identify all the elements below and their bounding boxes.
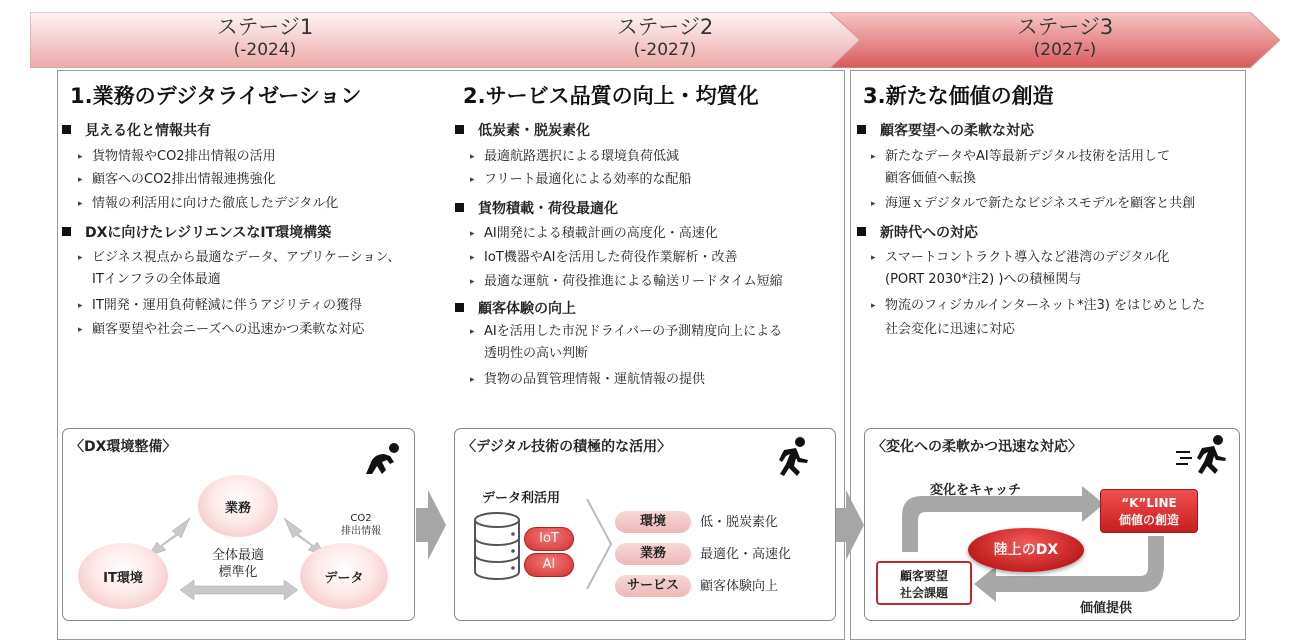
col1-section-1-title: 見える化と情報共有	[62, 120, 211, 140]
desc-service: 顧客体験向上	[700, 579, 779, 594]
col2-bullet: ▸ AIを活用した市況ドライバーの予測精度向上による	[470, 324, 783, 339]
col1-bullet: ▸ ビジネス視点から最適なデータ、アプリケーション、	[78, 250, 401, 265]
stage-1-label: ステージ1	[216, 15, 314, 39]
col2-bullet-cont: 透明性の高い判断	[484, 346, 589, 361]
desc-environment: 低・脱炭素化	[700, 515, 779, 530]
arrow-business-it	[148, 518, 190, 556]
col2-bullet: ▸ 最適航路選択による環境負荷低減	[470, 149, 680, 164]
col1-bullet: ▸ 顧客要望や社会ニーズへの迅速かつ柔軟な対応	[78, 322, 365, 337]
node-it-environment: IT環境	[78, 543, 168, 609]
dx-environment-title: 〈DX環境整備〉	[70, 439, 177, 455]
col2-bullet: ▸ IoT機器やAIを活用した荷役作業解析・改善	[470, 250, 738, 265]
col1-bullet: ▸ 情報の利活用に向けた徹底したデジタル化	[78, 196, 339, 211]
tech-iot-pill: IoT	[524, 527, 574, 551]
col1-section-2-title: DXに向けたレジリエンスなIT環境構築	[62, 222, 331, 242]
col3-bullet: ▸ 新たなデータやAI等最新デジタル技術を活用して	[871, 149, 1170, 164]
stage-3-label: ステージ3	[1016, 15, 1114, 39]
col2-bullet: ▸ 最適な運航・荷役推進による輸送リードタイム短縮	[470, 274, 783, 289]
col2-bullet: ▸ フリート最適化による効率的な配船	[470, 172, 692, 187]
node-data: データ	[300, 543, 388, 609]
stage-3-title	[965, 15, 1165, 61]
provide-label: 価値提供	[1080, 601, 1133, 616]
flow-arrow-1	[416, 490, 446, 560]
col1-bullet: ▸ 顧客へのCO2排出情報連携強化	[78, 172, 276, 187]
tag-environment: 環境	[615, 511, 691, 533]
col3-section-2-title: 新時代への対応	[857, 222, 978, 242]
col3-bullet: ▸ 海運ｘデジタルで新たなビジネスモデルを顧客と共創	[871, 196, 1196, 211]
col2-section-3-title: 顧客体験の向上	[455, 298, 576, 318]
flow-arrow-2	[836, 490, 864, 560]
col3-bullet-cont: (PORT 2030*注2) )への積極関与	[885, 272, 1082, 287]
col2-section-2-title: 貨物積載・荷役最適化	[455, 198, 618, 218]
stage-1-period: (-2024)	[233, 40, 297, 60]
col2-section-1-title: 低炭素・脱炭素化	[455, 120, 590, 140]
col3-bullet-cont: 社会変化に迅速に対応	[885, 322, 1016, 337]
node-business: 業務	[198, 475, 278, 537]
land-dx-core: 陸上のDX	[968, 528, 1084, 572]
desc-business: 最適化・高速化	[700, 547, 792, 562]
col2-heading: 2.サービス品質の向上・均質化	[463, 84, 759, 108]
tag-business: 業務	[615, 543, 691, 565]
catch-label: 変化をキャッチ	[930, 483, 1022, 498]
digital-tech-title: 〈デジタル技術の積極的な活用〉	[462, 439, 672, 455]
stage-3-period: (2027-)	[1033, 40, 1097, 60]
col3-bullet: ▸ 物流のフィジカルインターネット*注3) をはじめとした	[871, 298, 1206, 313]
col1-bullet-cont: ITインフラの全体最適	[92, 272, 221, 287]
col2-bullet: ▸ 貨物の品質管理情報・運航情報の提供	[470, 372, 706, 387]
col1-bullet: ▸ IT開発・運用負荷軽減に伴うアジリティの獲得	[78, 298, 362, 313]
chevron-arrow	[584, 497, 614, 591]
stage-2-period: (-2027)	[633, 40, 697, 60]
database-icon	[472, 512, 522, 580]
center-optimization-label: 全体最適 標準化	[211, 548, 264, 580]
tag-service: サービス	[615, 575, 691, 597]
col2-bullet: ▸ AI開発による積載計画の高度化・高速化	[470, 226, 718, 241]
arrow-it-data	[180, 580, 298, 600]
stage-1-title	[165, 15, 365, 61]
running-person-icon	[770, 436, 814, 478]
col3-section-1-title: 顧客要望への柔軟な対応	[857, 120, 1034, 140]
stage-2-label: ステージ2	[616, 15, 714, 39]
customer-issues-box: 顧客要望 社会課題	[876, 561, 972, 605]
col3-bullet: ▸ スマートコントラクト導入など港湾のデジタル化	[871, 250, 1170, 265]
co2-label: CO2 排出情報	[341, 513, 381, 537]
change-response-title: 〈変化への柔軟かつ迅速な対応〉	[872, 439, 1082, 455]
data-utilization-label: データ利活用	[481, 491, 560, 506]
col3-bullet-cont: 顧客価値へ転換	[885, 171, 977, 186]
col1-heading: 1.業務のデジタライゼーション	[70, 84, 362, 108]
kline-value-box: “K”LINE 価値の創造	[1100, 489, 1198, 533]
tech-ai-pill: AI	[524, 553, 574, 577]
col3-heading: 3.新たな価値の創造	[863, 84, 1054, 108]
col1-bullet: ▸ 貨物情報やCO2排出情報の活用	[78, 149, 276, 164]
stage-2-title	[565, 15, 765, 61]
